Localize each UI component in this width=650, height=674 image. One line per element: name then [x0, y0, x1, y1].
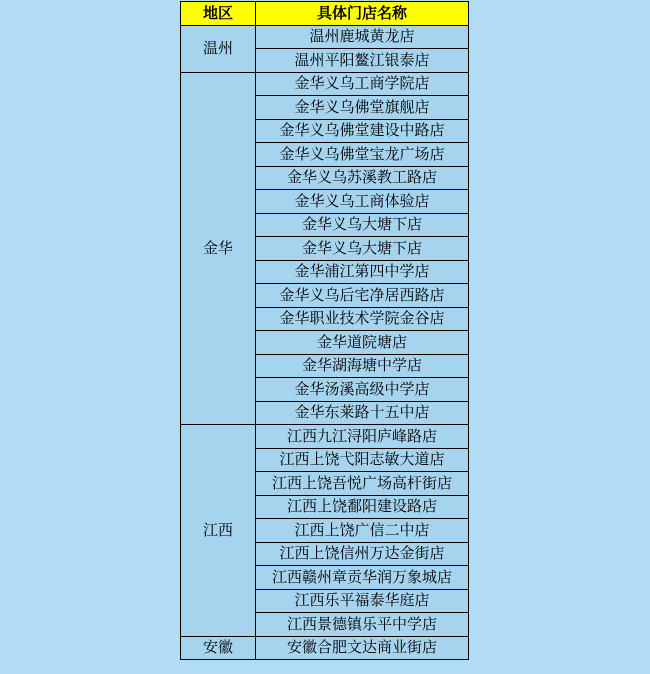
store-cell: 江西乐平福泰华庭店: [256, 589, 469, 613]
store-cell: 金华义乌大塘下店: [256, 237, 469, 261]
table-row: [181, 25, 469, 49]
store-cell: 江西上饶广信二中店: [256, 519, 469, 543]
header-cell-region: 地区: [181, 2, 256, 26]
store-cell: 金华浦江第四中学店: [256, 260, 469, 284]
store-cell: 温州平阳鳌江银泰店: [256, 49, 469, 73]
store-cell: 金华义乌大塘下店: [256, 213, 469, 237]
header-cell-store-name: 具体门店名称: [256, 2, 469, 26]
store-cell: 安徽合肥文达商业街店: [256, 636, 469, 660]
store-cell: 温州鹿城黄龙店: [256, 25, 469, 49]
region-cell: 温州: [181, 25, 256, 72]
region-cell: 江西: [181, 425, 256, 637]
table-row: [181, 425, 469, 449]
closed-stores-table: [180, 1, 469, 660]
store-cell: 金华汤溪高级中学店: [256, 378, 469, 402]
store-cell: 金华湖海塘中学店: [256, 354, 469, 378]
table-row: [181, 72, 469, 96]
store-cell: 金华义乌苏溪教工路店: [256, 166, 469, 190]
region-cell: 金华: [181, 72, 256, 425]
store-cell: 江西赣州章贡华润万象城店: [256, 566, 469, 590]
store-cell: 金华义乌后宅净居西路店: [256, 284, 469, 308]
store-cell: 金华义乌佛堂宝龙广场店: [256, 143, 469, 167]
store-cell: 金华义乌佛堂旗舰店: [256, 96, 469, 120]
store-cell: 江西上饶弋阳志敏大道店: [256, 448, 469, 472]
store-cell: 金华义乌工商体验店: [256, 190, 469, 214]
store-cell: 金华义乌佛堂建设中路店: [256, 119, 469, 143]
store-cell: 金华道院塘店: [256, 331, 469, 355]
store-cell: 金华东莱路十五中店: [256, 401, 469, 425]
store-cell: 江西上饶鄱阳建设路店: [256, 495, 469, 519]
store-cell: 江西景德镇乐平中学店: [256, 613, 469, 637]
store-cell: 金华职业技术学院金谷店: [256, 307, 469, 331]
table-header-row: [181, 2, 469, 26]
table-row: [181, 636, 469, 660]
store-cell: 江西上饶吾悦广场高杆街店: [256, 472, 469, 496]
store-cell: 金华义乌工商学院店: [256, 72, 469, 96]
store-cell: 江西九江浔阳庐峰路店: [256, 425, 469, 449]
store-cell: 江西上饶信州万达金街店: [256, 542, 469, 566]
region-cell: 安徽: [181, 636, 256, 660]
